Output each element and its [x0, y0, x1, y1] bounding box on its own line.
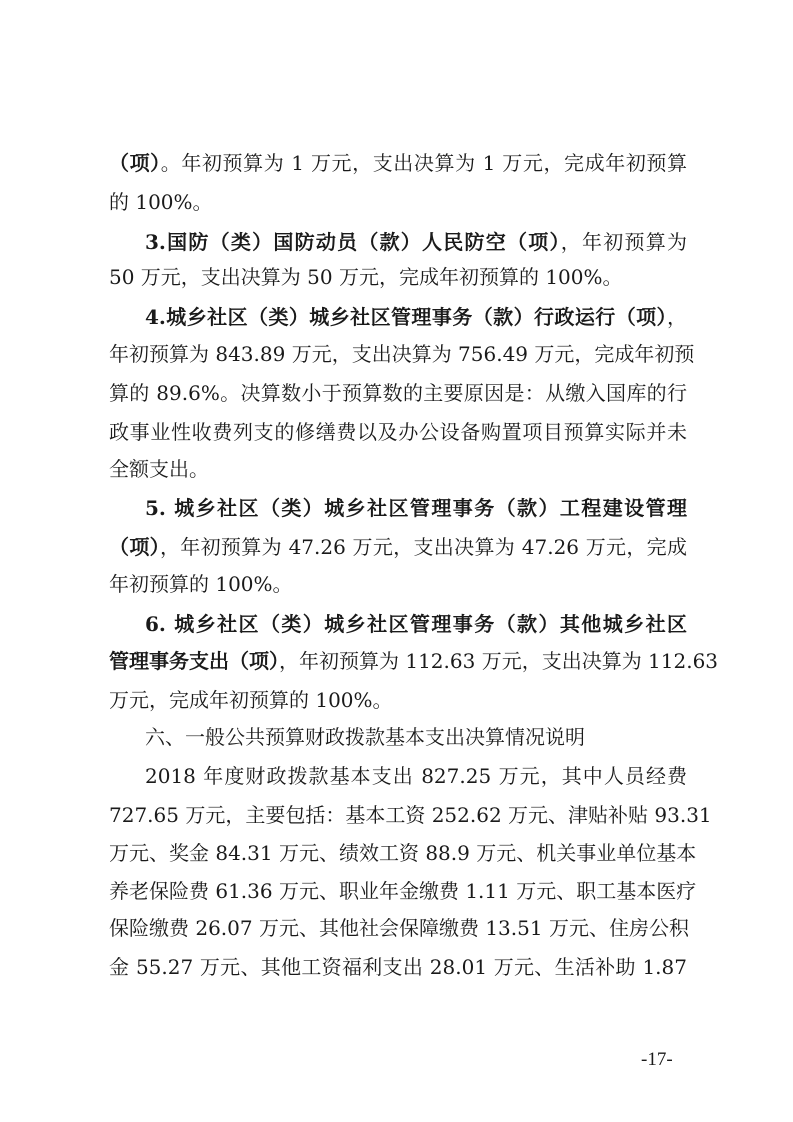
text-line: 管理事务支出（项），年初预算为 112.63 万元，支出决算为 112.63 [109, 649, 719, 673]
text-line: 的 100%。 [109, 190, 213, 214]
text-line: 年初预算为 843.89 万元，支出决算为 756.49 万元，完成年初预 [109, 342, 695, 366]
text-line: 727.65 万元，主要包括：基本工资 252.62 万元、津贴补贴 93.31 [109, 803, 712, 827]
section-heading: 六、一般公共预算财政拨款基本支出决算情况说明 [145, 725, 585, 749]
text-line: 4.城乡社区（类）城乡社区管理事务（款）行政运行（项）， [145, 305, 687, 329]
text-line: 2018 年度财政拨款基本支出 827.25 万元，其中人员经费 [145, 764, 687, 788]
text-line: 金 55.27 万元、其他工资福利支出 28.01 万元、生活补助 1.87 [109, 955, 687, 979]
text-line: （项），年初预算为 47.26 万元，支出决算为 47.26 万元，完成 [109, 535, 687, 559]
text-line: 万元，完成年初预算的 100%。 [109, 688, 393, 712]
text-line: （项）。年初预算为 1 万元，支出决算为 1 万元，完成年初预算 [109, 151, 687, 175]
text-line: 政事业性收费列支的修缮费以及办公设备购置项目预算实际并未 [109, 420, 687, 444]
text-line: 养老保险费 61.36 万元、职业年金缴费 1.11 万元、职工基本医疗 [109, 879, 697, 903]
text-line: 3.国防（类）国防动员（款）人民防空（项），年初预算为 [145, 230, 688, 254]
text-line: 50 万元，支出决算为 50 万元，完成年初预算的 100%。 [109, 265, 623, 289]
text-line: 5. 城乡社区（类）城乡社区管理事务（款）工程建设管理 [145, 496, 687, 520]
text-line: 万元、奖金 84.31 万元、绩效工资 88.9 万元、机关事业单位基本 [109, 841, 697, 865]
text-line: 算的 89.6%。决算数小于预算数的主要原因是：从缴入国库的行 [109, 381, 687, 405]
text-line: 6. 城乡社区（类）城乡社区管理事务（款）其他城乡社区 [145, 612, 687, 636]
text-line: 全额支出。 [109, 457, 209, 481]
page-number: -17- [641, 1049, 673, 1070]
text-line: 年初预算的 100%。 [109, 572, 293, 596]
text-line: 保险缴费 26.07 万元、其他社会保障缴费 13.51 万元、住房公积 [109, 916, 689, 940]
